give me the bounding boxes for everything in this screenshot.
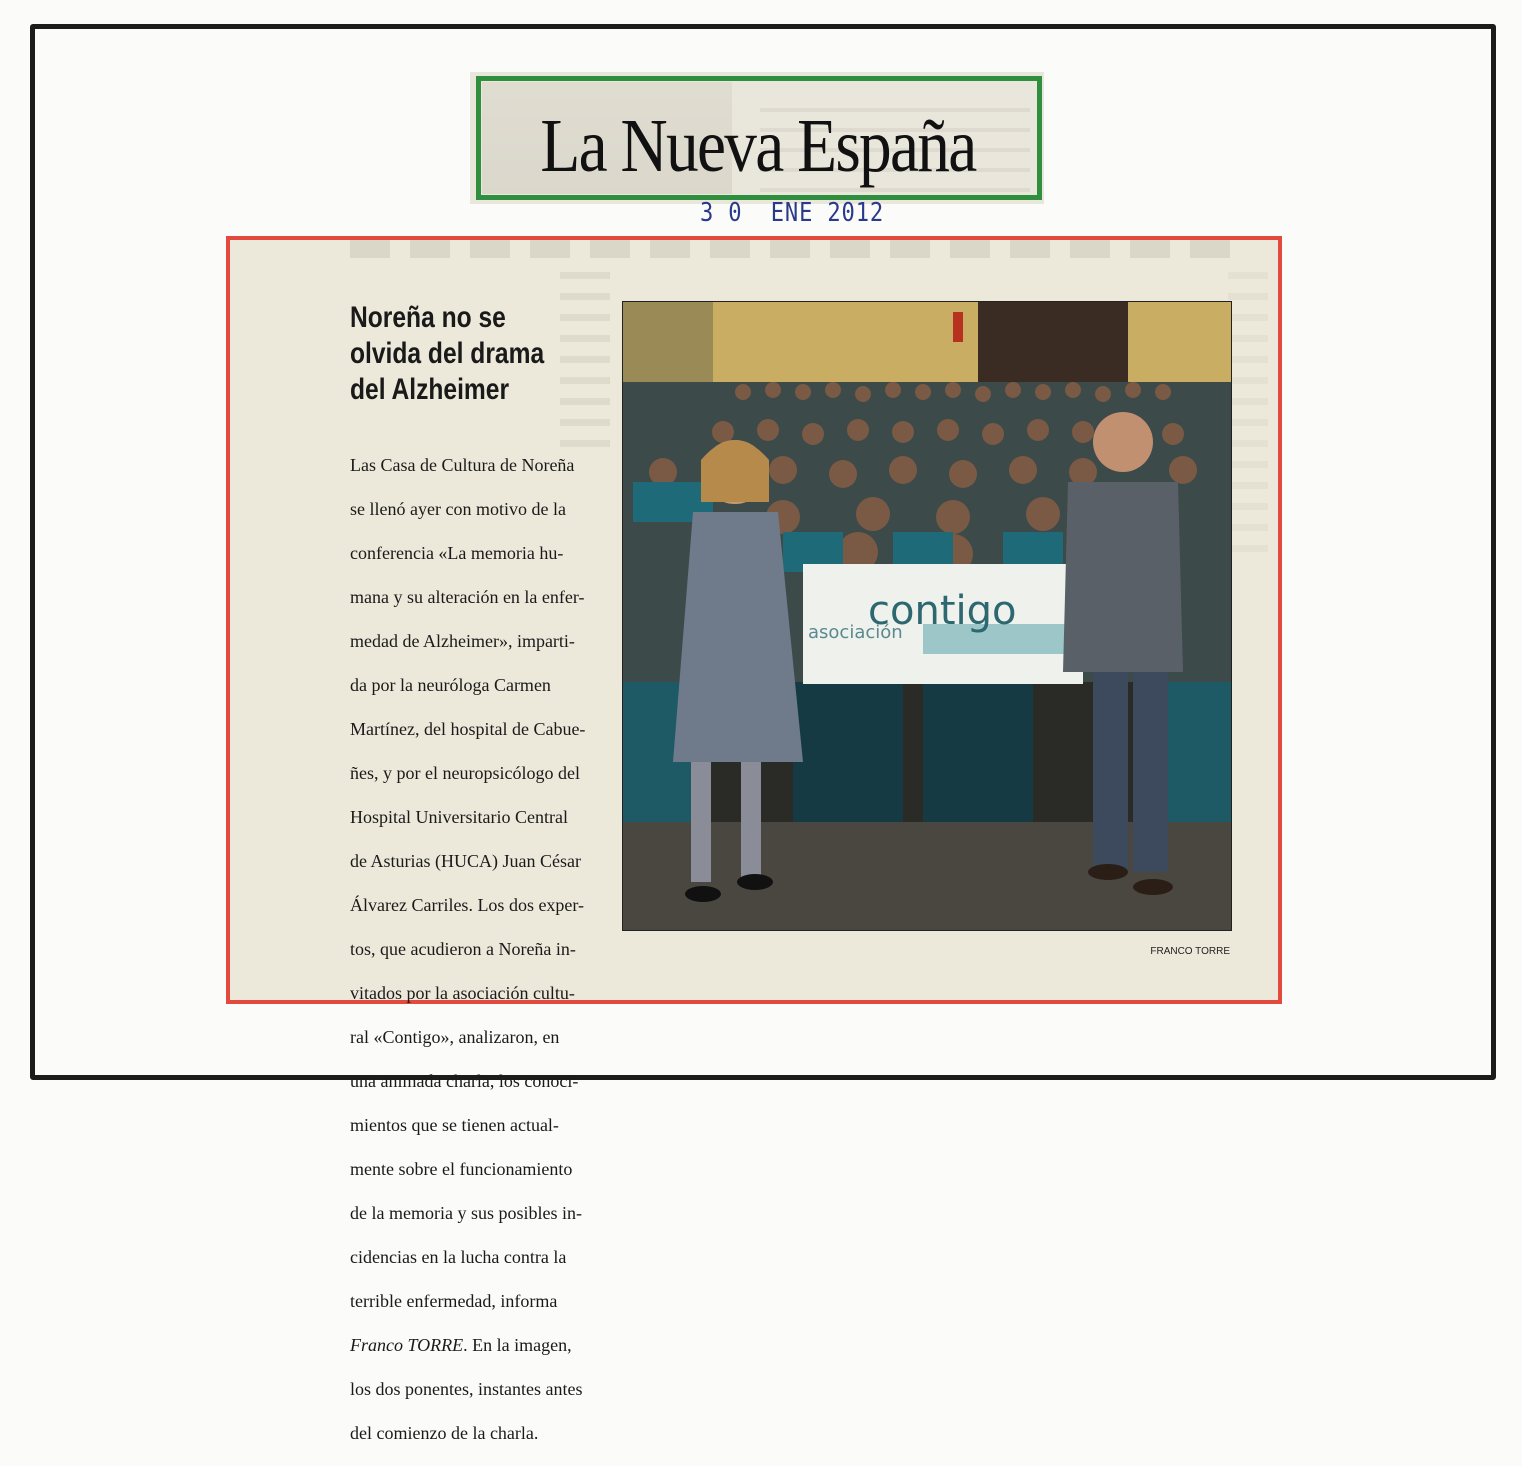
body-line: conferencia «La memoria hu- — [350, 543, 564, 563]
body-line: vitados por la asociación cultu- — [350, 983, 575, 1003]
body-line: Álvarez Carriles. Los dos exper- — [350, 895, 585, 915]
date-stamp: 3 0 ENE 2012 — [700, 198, 885, 228]
article-body — [350, 432, 600, 1466]
body-line: mientos que se tienen actual- — [350, 1115, 559, 1135]
headline-line: del Alzheimer — [350, 373, 510, 406]
body-line-byline — [350, 1334, 600, 1356]
body-line: tos, que acudieron a Noreña in- — [350, 939, 576, 959]
body-line: de Asturias (HUCA) Juan César — [350, 851, 581, 871]
cut-off-text-line — [350, 240, 1250, 258]
body-line: ñes, y por el neuropsicólogo del — [350, 763, 580, 783]
body-line: Hospital Universitario Central — [350, 807, 568, 827]
headline-line: olvida del drama — [350, 337, 545, 370]
body-line: del comienzo de la charla. — [350, 1423, 539, 1443]
body-line: Martínez, del hospital de Cabue- — [350, 719, 586, 739]
body-line: Las Casa de Cultura de Noreña — [350, 455, 575, 475]
body-line: cidencias en la lucha contra la — [350, 1247, 567, 1267]
body-line: de la memoria y sus posibles in- — [350, 1203, 582, 1223]
body-line: terrible enfermedad, informa — [350, 1291, 558, 1311]
body-tail: . En la imagen, — [463, 1335, 572, 1355]
body-line: da por la neuróloga Carmen — [350, 675, 551, 695]
headline-line: Noreña no se — [350, 301, 506, 334]
newspaper-title: La Nueva España — [540, 104, 976, 188]
body-line: ral «Contigo», analizaron, en — [350, 1027, 560, 1047]
body-line: mente sobre el funcionamiento — [350, 1159, 573, 1179]
body-line: se llenó ayer con motivo de la — [350, 499, 566, 519]
banner-word: contigo — [868, 588, 1017, 634]
byline-author: Franco TORRE — [350, 1335, 464, 1355]
fire-extinguisher — [953, 312, 963, 342]
article-photo — [622, 301, 1232, 931]
banner-subword: asociación — [808, 622, 903, 643]
photo-credit: FRANCO TORRE — [1150, 946, 1230, 957]
article-headline — [350, 300, 563, 408]
adjacent-column-bleed-right — [1228, 258, 1268, 558]
body-line: una animada charla, los conoci- — [350, 1071, 579, 1091]
body-line: mana y su alteración en la enfer- — [350, 587, 585, 607]
body-line: medad de Alzheimer», imparti- — [350, 631, 575, 651]
photo-illustration — [623, 302, 1231, 930]
body-line: los dos ponentes, instantes antes — [350, 1379, 583, 1399]
adjacent-column-bleed — [560, 258, 610, 448]
